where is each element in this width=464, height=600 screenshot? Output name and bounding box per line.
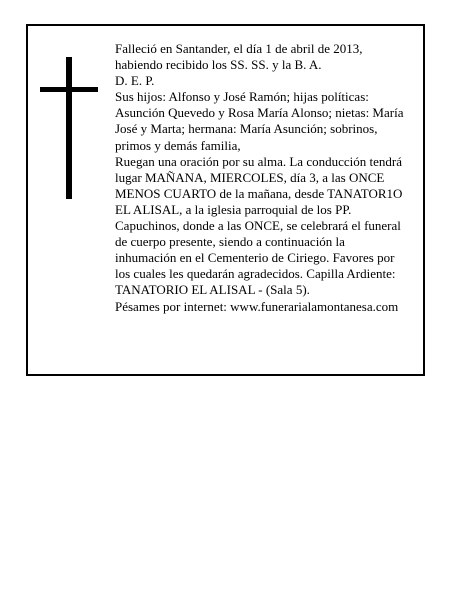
- notice-line: Pésames por internet: www.funerarialamontanesa.com: [115, 298, 399, 314]
- notice-line: D. E. P.: [115, 73, 155, 89]
- notice-line: EL ALISAL, a la iglesia parroquial de los PP.: [115, 201, 352, 217]
- notice-line: Capuchinos, donde a las ONCE, se celebrará el funeral: [115, 218, 401, 234]
- notice-line: MENOS CUARTO de la mañana, desde TANATOR1O: [115, 185, 403, 201]
- notice-line: inhumación en el Cementerio de Ciriego. Favores por: [115, 250, 395, 266]
- cross-horizontal-bar: [40, 87, 98, 92]
- notice-line: los cuales les quedarán agradecidos. Capilla Ardiente:: [115, 266, 396, 282]
- notice-line: habiendo recibido los SS. SS. y la B. A.: [115, 57, 322, 73]
- cross-vertical-bar: [66, 57, 72, 199]
- notice-line: José y Marta; hermana: María Asunción; sobrinos,: [115, 121, 378, 137]
- notice-line: Ruegan una oración por su alma. La conducción tendrá: [115, 153, 402, 169]
- cross-icon: [40, 57, 98, 199]
- notice-line: TANATORIO EL ALISAL - (Sala 5).: [115, 282, 310, 298]
- notice-line: Sus hijos: Alfonso y José Ramón; hijas políticas:: [115, 89, 369, 105]
- notice-line: primos y demás familia,: [115, 137, 241, 153]
- notice-line: de cuerpo presente, siendo a continuación la: [115, 234, 345, 250]
- notice-line: lugar MAÑANA, MIERCOLES, día 3, a las ONCE: [115, 169, 385, 185]
- obituary-notice: [26, 24, 425, 376]
- obituary-text: [115, 41, 427, 315]
- notice-line: Asunción Quevedo y Rosa María Alonso; nietas: María: [115, 105, 404, 121]
- notice-line: Falleció en Santander, el día 1 de abril de 2013,: [115, 41, 363, 56]
